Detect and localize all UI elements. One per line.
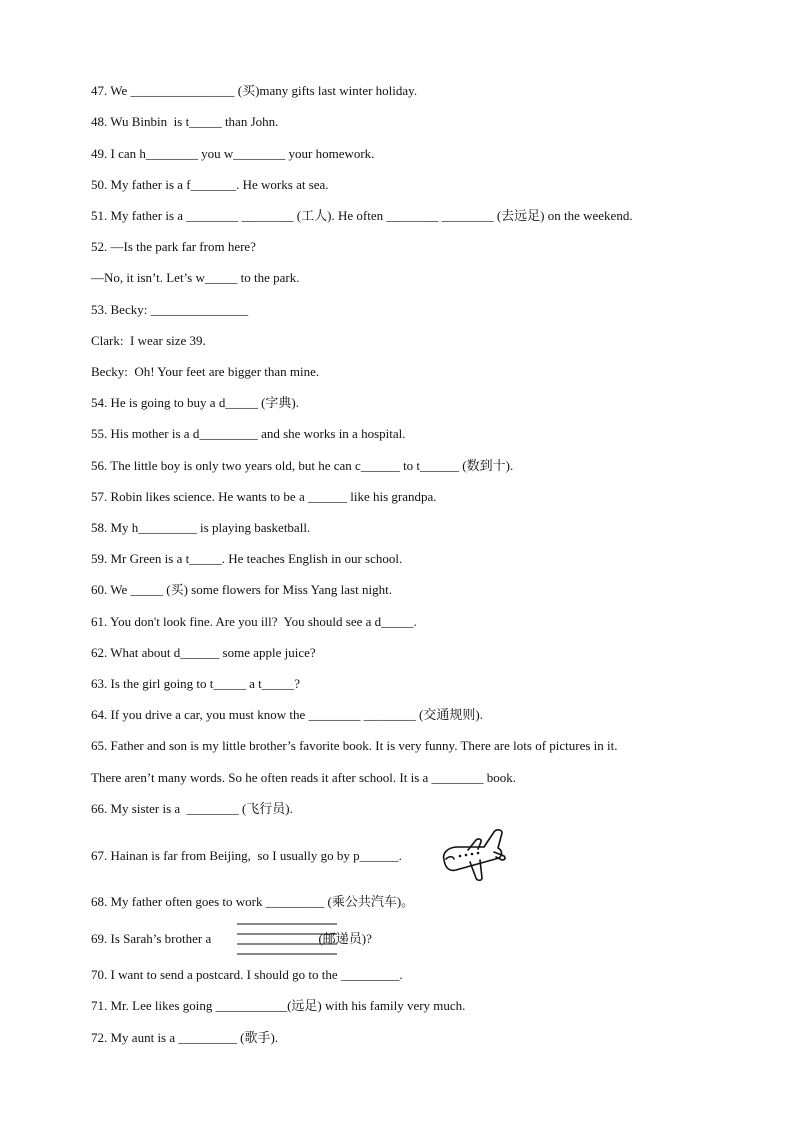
question-61: 61. You don't look fine. Are you ill? You should see a d_____. <box>91 614 417 629</box>
question-70: 70. I want to send a postcard. I should go to the _________. <box>91 967 403 982</box>
question-59: 59. Mr Green is a t_____. He teaches English in our school. <box>91 551 403 566</box>
question-55: 55. His mother is a d_________ and she works in a hospital. <box>91 426 406 441</box>
question-58: 58. My h_________ is playing basketball. <box>91 520 311 535</box>
question-65: 65. Father and son is my little brother’s favorite book. It is very funny. There are lots of pictures in it. <box>91 738 618 753</box>
question-50: 50. My father is a f_______. He works at sea. <box>91 177 329 192</box>
question-52-reply: —No, it isn’t. Let’s w_____ to the park. <box>91 270 300 285</box>
question-64: 64. If you drive a car, you must know the ________ ________ (交通规则). <box>91 707 483 722</box>
question-66: 66. My sister is a ________ (飞行员). <box>91 801 293 816</box>
question-47: 47. We ________________ (买)many gifts last winter holiday. <box>91 83 418 98</box>
question-52: 52. —Is the park far from here? <box>91 239 256 254</box>
writing-lines <box>237 922 337 956</box>
question-56: 56. The little boy is only two years old, but he can c______ to t______ (数到十). <box>91 458 514 473</box>
question-71: 71. Mr. Lee likes going ___________(远足) with his family very much. <box>91 998 466 1013</box>
airplane-icon <box>436 826 508 884</box>
question-67: 67. Hainan is far from Beijing, so I usually go by p______. <box>91 848 402 863</box>
question-49: 49. I can h________ you w________ your homework. <box>91 146 375 161</box>
question-53-clark: Clark: I wear size 39. <box>91 333 206 348</box>
question-65-cont: There aren’t many words. So he often reads it after school. It is a ________ book. <box>91 770 517 785</box>
question-60: 60. We _____ (买) some flowers for Miss Yang last night. <box>91 582 392 597</box>
question-48: 48. Wu Binbin is t_____ than John. <box>91 114 279 129</box>
question-51: 51. My father is a ________ ________ (工人). He often ________ ________ (去远足) on the weekend. <box>91 208 633 223</box>
question-63: 63. Is the girl going to t_____ a t_____? <box>91 676 301 691</box>
question-69: 69. Is Sarah’s brother a (邮递员)? <box>91 931 372 946</box>
question-68: 68. My father often goes to work _________ (乘公共汽车)。 <box>91 894 415 909</box>
question-53-becky: Becky: Oh! Your feet are bigger than mine. <box>91 364 320 379</box>
question-57: 57. Robin likes science. He wants to be a ______ like his grandpa. <box>91 489 437 504</box>
question-62: 62. What about d______ some apple juice? <box>91 645 316 660</box>
question-72: 72. My aunt is a _________ (歌手). <box>91 1030 279 1045</box>
question-54: 54. He is going to buy a d_____ (字典). <box>91 395 299 410</box>
question-53: 53. Becky: _______________ <box>91 302 249 317</box>
